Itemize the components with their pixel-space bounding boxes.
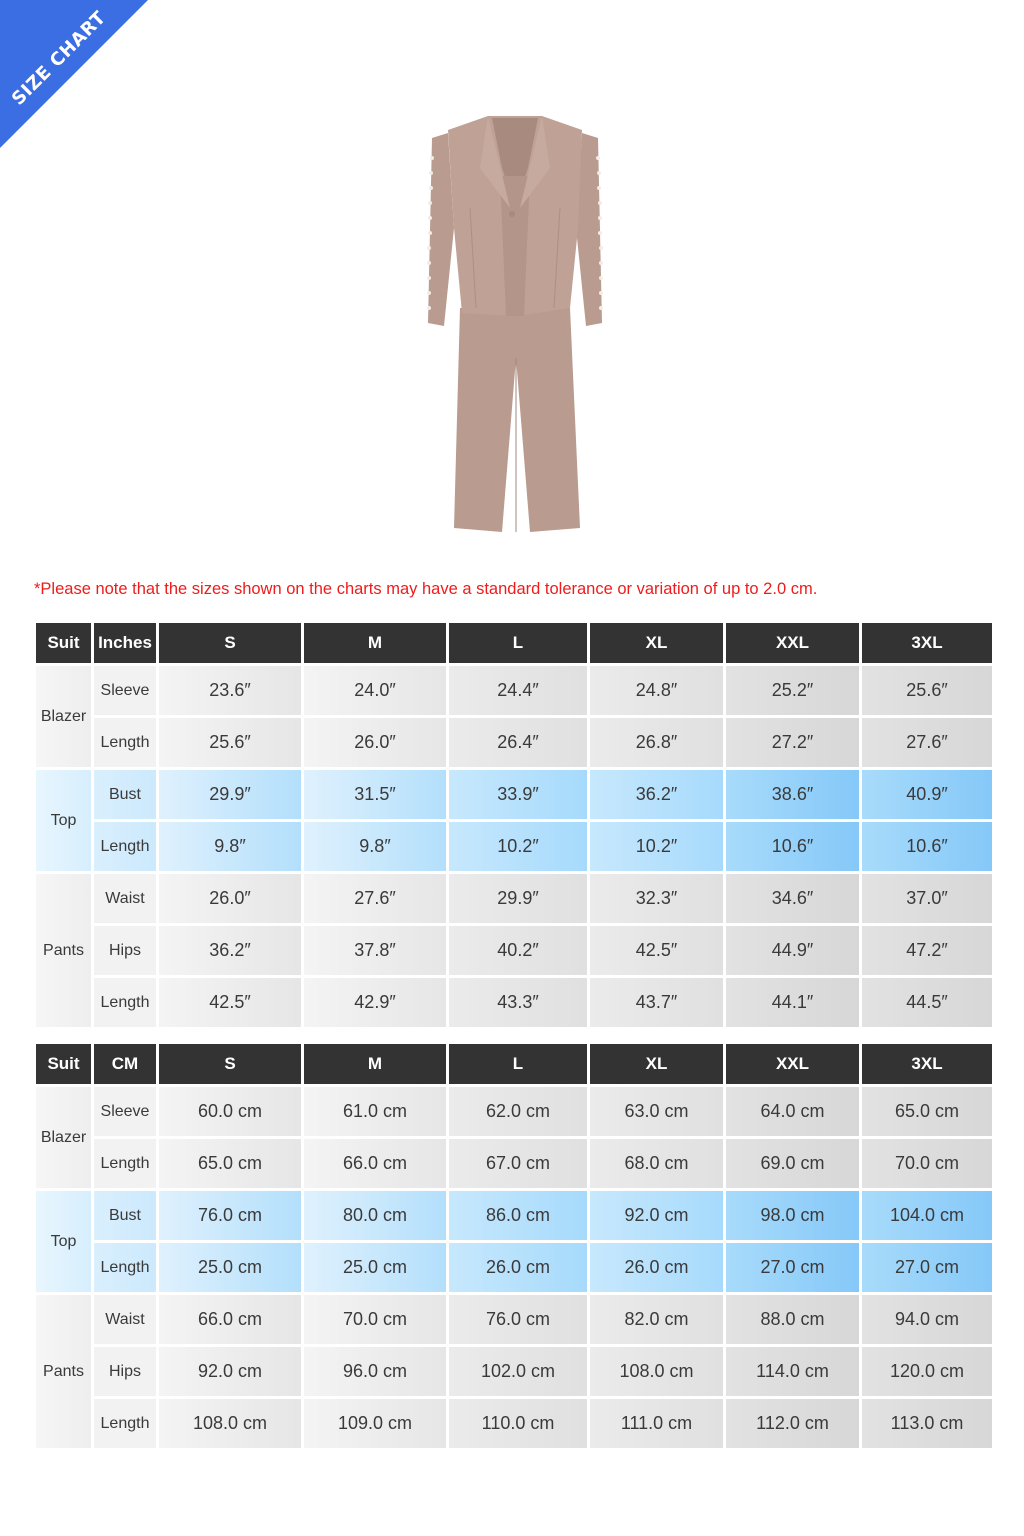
size-chart-banner-label: SIZE CHART — [7, 7, 111, 110]
table-cell: 102.0 cm — [449, 1347, 587, 1396]
table-cell: 92.0 cm — [590, 1191, 723, 1240]
table-row — [36, 1139, 992, 1188]
table-cell: 26.0 cm — [449, 1243, 587, 1292]
table-row — [36, 822, 992, 871]
table-cell: 98.0 cm — [726, 1191, 859, 1240]
table-cell: 33.9″ — [449, 770, 587, 819]
header-unit: Inches — [94, 623, 156, 663]
table-header-row — [36, 623, 992, 663]
size-table-inches — [33, 620, 995, 1030]
table-cell: 23.6″ — [159, 666, 301, 715]
table-cell: 44.9″ — [726, 926, 859, 975]
header-size-l: L — [449, 1044, 587, 1084]
measure-label: Length — [94, 1243, 156, 1292]
table-row — [36, 874, 992, 923]
table-cell: 47.2″ — [862, 926, 992, 975]
table-cell: 96.0 cm — [304, 1347, 446, 1396]
table-cell: 42.5″ — [590, 926, 723, 975]
table-cell: 34.6″ — [726, 874, 859, 923]
table-row — [36, 666, 992, 715]
table-cell: 112.0 cm — [726, 1399, 859, 1448]
table-cell: 108.0 cm — [159, 1399, 301, 1448]
table-cell: 108.0 cm — [590, 1347, 723, 1396]
table-cell: 26.0 cm — [590, 1243, 723, 1292]
table-cell: 44.1″ — [726, 978, 859, 1027]
table-row — [36, 1295, 992, 1344]
table-cell: 26.4″ — [449, 718, 587, 767]
table-cell: 60.0 cm — [159, 1087, 301, 1136]
table-cell: 40.2″ — [449, 926, 587, 975]
table-row — [36, 926, 992, 975]
measure-label: Hips — [94, 1347, 156, 1396]
table-cell: 9.8″ — [159, 822, 301, 871]
table-cell: 26.8″ — [590, 718, 723, 767]
table-cell: 24.4″ — [449, 666, 587, 715]
table-cell: 9.8″ — [304, 822, 446, 871]
table-cell: 24.8″ — [590, 666, 723, 715]
group-label-pants: Pants — [36, 1295, 91, 1448]
header-unit: CM — [94, 1044, 156, 1084]
header-size-l: L — [449, 623, 587, 663]
table-cell: 42.9″ — [304, 978, 446, 1027]
table-cell: 10.6″ — [726, 822, 859, 871]
table-cell: 27.2″ — [726, 718, 859, 767]
table-cell: 10.2″ — [590, 822, 723, 871]
table-cell: 76.0 cm — [449, 1295, 587, 1344]
table-row — [36, 1399, 992, 1448]
header-size-xl: XL — [590, 1044, 723, 1084]
table-cell: 104.0 cm — [862, 1191, 992, 1240]
table-cell: 109.0 cm — [304, 1399, 446, 1448]
table-cell: 66.0 cm — [159, 1295, 301, 1344]
measure-label: Length — [94, 822, 156, 871]
header-size-s: S — [159, 623, 301, 663]
table-cell: 26.0″ — [159, 874, 301, 923]
table-cell: 10.2″ — [449, 822, 587, 871]
header-size-3xl: 3XL — [862, 1044, 992, 1084]
header-size-m: M — [304, 623, 446, 663]
measure-label: Waist — [94, 874, 156, 923]
measure-label: Bust — [94, 770, 156, 819]
table-cell: 26.0″ — [304, 718, 446, 767]
measure-label: Sleeve — [94, 1087, 156, 1136]
measure-label: Waist — [94, 1295, 156, 1344]
header-size-xxl: XXL — [726, 623, 859, 663]
table-cell: 25.0 cm — [304, 1243, 446, 1292]
table-cell: 27.0 cm — [862, 1243, 992, 1292]
table-cell: 36.2″ — [590, 770, 723, 819]
table-cell: 27.0 cm — [726, 1243, 859, 1292]
table-cell: 80.0 cm — [304, 1191, 446, 1240]
table-cell: 64.0 cm — [726, 1087, 859, 1136]
group-label-blazer: Blazer — [36, 666, 91, 767]
header-size-3xl: 3XL — [862, 623, 992, 663]
table-cell: 113.0 cm — [862, 1399, 992, 1448]
table-cell: 111.0 cm — [590, 1399, 723, 1448]
table-cell: 69.0 cm — [726, 1139, 859, 1188]
table-cell: 29.9″ — [449, 874, 587, 923]
table-cell: 31.5″ — [304, 770, 446, 819]
table-cell: 66.0 cm — [304, 1139, 446, 1188]
table-cell: 43.7″ — [590, 978, 723, 1027]
table-cell: 88.0 cm — [726, 1295, 859, 1344]
table-row — [36, 1347, 992, 1396]
table-row — [36, 718, 992, 767]
table-cell: 114.0 cm — [726, 1347, 859, 1396]
header-suit: Suit — [36, 1044, 91, 1084]
header-size-xxl: XXL — [726, 1044, 859, 1084]
table-cell: 70.0 cm — [304, 1295, 446, 1344]
table-row — [36, 1191, 992, 1240]
table-cell: 36.2″ — [159, 926, 301, 975]
table-cell: 27.6″ — [862, 718, 992, 767]
table-cell: 94.0 cm — [862, 1295, 992, 1344]
table-cell: 25.6″ — [159, 718, 301, 767]
header-size-xl: XL — [590, 623, 723, 663]
table-cell: 65.0 cm — [862, 1087, 992, 1136]
measure-label: Hips — [94, 926, 156, 975]
header-size-s: S — [159, 1044, 301, 1084]
table-cell: 10.6″ — [862, 822, 992, 871]
measure-label: Length — [94, 1139, 156, 1188]
table-cell: 25.0 cm — [159, 1243, 301, 1292]
table-cell: 61.0 cm — [304, 1087, 446, 1136]
table-cell: 120.0 cm — [862, 1347, 992, 1396]
measure-label: Length — [94, 1399, 156, 1448]
size-chart-banner — [0, 0, 148, 148]
table-row — [36, 1087, 992, 1136]
table-cell: 70.0 cm — [862, 1139, 992, 1188]
table-cell: 42.5″ — [159, 978, 301, 1027]
group-label-top: Top — [36, 770, 91, 871]
table-cell: 65.0 cm — [159, 1139, 301, 1188]
table-cell: 86.0 cm — [449, 1191, 587, 1240]
group-label-pants: Pants — [36, 874, 91, 1027]
table-cell: 43.3″ — [449, 978, 587, 1027]
header-suit: Suit — [36, 623, 91, 663]
table-cell: 29.9″ — [159, 770, 301, 819]
table-cell: 68.0 cm — [590, 1139, 723, 1188]
table-cell: 27.6″ — [304, 874, 446, 923]
table-cell: 63.0 cm — [590, 1087, 723, 1136]
suit-illustration-icon — [410, 108, 620, 540]
group-label-blazer: Blazer — [36, 1087, 91, 1188]
table-cell: 76.0 cm — [159, 1191, 301, 1240]
table-cell: 62.0 cm — [449, 1087, 587, 1136]
measure-label: Sleeve — [94, 666, 156, 715]
size-table-cm — [33, 1041, 995, 1451]
table-row — [36, 1243, 992, 1292]
measure-label: Bust — [94, 1191, 156, 1240]
group-label-top: Top — [36, 1191, 91, 1292]
table-cell: 44.5″ — [862, 978, 992, 1027]
tolerance-note: *Please note that the sizes shown on the charts may have a standard tolerance or variation of up to 2.0 cm. — [34, 580, 818, 598]
table-row — [36, 770, 992, 819]
measure-label: Length — [94, 718, 156, 767]
table-cell: 82.0 cm — [590, 1295, 723, 1344]
table-cell: 110.0 cm — [449, 1399, 587, 1448]
table-cell: 25.6″ — [862, 666, 992, 715]
table-cell: 25.2″ — [726, 666, 859, 715]
table-cell: 32.3″ — [590, 874, 723, 923]
table-cell: 37.0″ — [862, 874, 992, 923]
table-row — [36, 978, 992, 1027]
table-cell: 67.0 cm — [449, 1139, 587, 1188]
table-header-row — [36, 1044, 992, 1084]
table-cell: 38.6″ — [726, 770, 859, 819]
product-image — [410, 108, 620, 540]
table-cell: 37.8″ — [304, 926, 446, 975]
table-cell: 92.0 cm — [159, 1347, 301, 1396]
header-size-m: M — [304, 1044, 446, 1084]
table-cell: 24.0″ — [304, 666, 446, 715]
table-cell: 40.9″ — [862, 770, 992, 819]
measure-label: Length — [94, 978, 156, 1027]
